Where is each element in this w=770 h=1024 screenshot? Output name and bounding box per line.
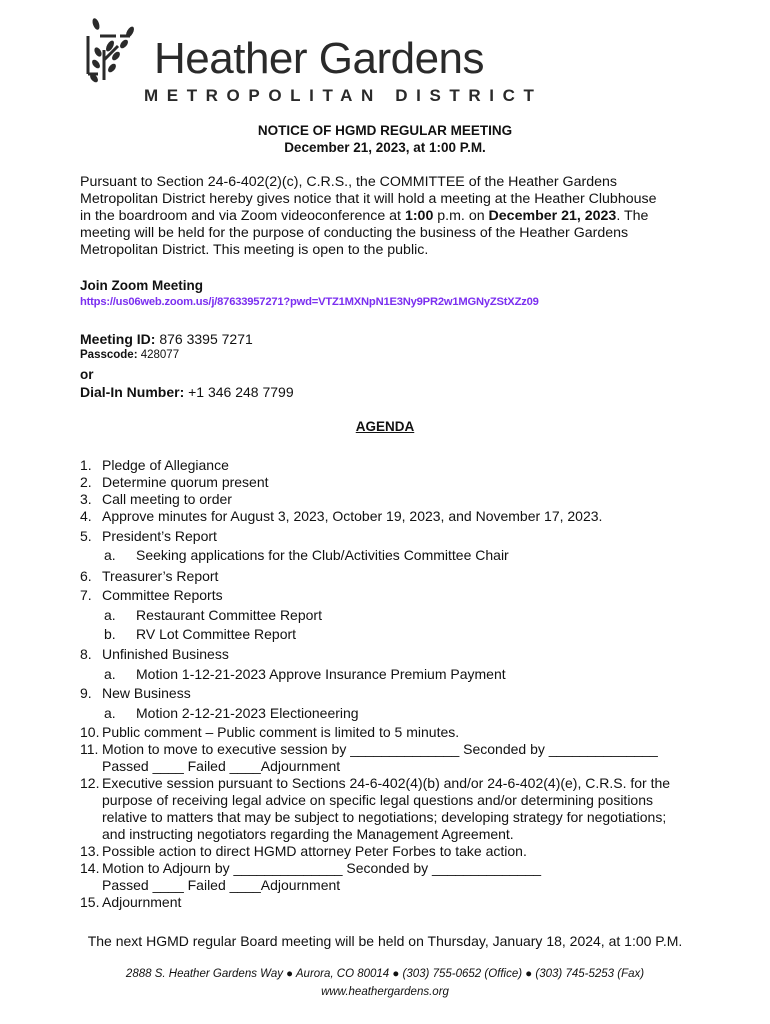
next-meeting-notice: The next HGMD regular Board meeting will be held on Thursday, January 18, 2024, at 1:00 P.M. (87, 933, 683, 949)
agenda-text: Public comment – Public comment is limited to 5 minutes. (102, 724, 460, 740)
agenda-text: Determine quorum present (102, 474, 269, 490)
meeting-date: December 21, 2023 (488, 208, 617, 224)
agenda-text: relative to matters that may be subject to negotiations; developing strategy for negotiations; (102, 809, 667, 825)
agenda-text: President’s Report (102, 528, 217, 544)
agenda-text: Motion to move to executive session by ______________ Seconded by ______________ (102, 741, 658, 757)
intro-line: Metropolitan District. This meeting is open to the public. (80, 242, 429, 258)
agenda-number: 12. (80, 775, 100, 791)
heather-sprig-icon (82, 16, 148, 86)
meeting-time: 1:00 (404, 208, 434, 224)
agenda-number: 14. (80, 860, 100, 876)
agenda-text: Restaurant Committee Report (136, 607, 322, 623)
agenda-number: 10. (80, 724, 100, 740)
agenda-text: Call meeting to order (102, 491, 232, 507)
agenda-letter: a. (104, 705, 116, 721)
agenda-text: RV Lot Committee Report (136, 626, 297, 642)
meeting-id-label: Meeting ID: (80, 331, 156, 347)
agenda-text: Passed ____ Failed ____Adjournment (102, 758, 341, 774)
agenda-number: 9. (80, 685, 92, 701)
agenda-text: Motion 2-12-21-2023 Electioneering (136, 705, 359, 721)
dial-in-label: Dial-In Number: (80, 384, 185, 400)
agenda-text: Passed ____ Failed ____Adjournment (102, 877, 341, 893)
agenda-heading: AGENDA (355, 419, 415, 434)
agenda-number: 13. (80, 843, 100, 859)
notice-title: NOTICE OF HGMD REGULAR MEETING (257, 123, 513, 138)
agenda-number: 7. (80, 587, 92, 603)
agenda-text: Treasurer’s Report (102, 568, 219, 584)
agenda-number: 8. (80, 646, 92, 662)
agenda-number: 11. (80, 741, 99, 757)
passcode-value: 428077 (137, 349, 180, 361)
agenda-text: Committee Reports (102, 587, 223, 603)
agenda-text: Seeking applications for the Club/Activities Committee Chair (136, 547, 509, 563)
intro-line: Pursuant to Section 24-6-402(2)(c), C.R.S., the COMMITTEE of the Heather Gardens (80, 174, 617, 190)
agenda-number: 15. (80, 894, 100, 910)
intro-text: p.m. on (433, 208, 489, 224)
agenda-letter: a. (104, 547, 116, 563)
meeting-id (80, 331, 253, 347)
logo-name: Heather Gardens (154, 34, 485, 83)
agenda-number: 2. (80, 474, 92, 490)
agenda-text: Possible action to direct HGMD attorney Peter Forbes to take action. (102, 843, 527, 859)
dial-in (80, 384, 294, 400)
meeting-id-value: 876 3395 7271 (155, 331, 253, 347)
agenda-number: 6. (80, 568, 92, 584)
intro-text: . The (616, 208, 649, 224)
intro-paragraph (80, 174, 700, 259)
agenda-text: and instructing negotiators regarding the Management Agreement. (102, 826, 514, 842)
zoom-heading: Join Zoom Meeting (80, 278, 203, 293)
agenda-text: New Business (102, 685, 191, 701)
agenda-text: purpose of receiving legal advice on specific legal questions and/or determining positions (102, 792, 653, 808)
agenda-text: Motion to Adjourn by ______________ Seconded by ______________ (102, 860, 542, 876)
intro-line: Metropolitan District hereby gives notice that it will hold a meeting at the Heather Clubhouse (80, 191, 657, 207)
agenda-number: 4. (80, 508, 92, 524)
intro-line (80, 208, 700, 225)
agenda-text: Motion 1-12-21-2023 Approve Insurance Premium Payment (136, 666, 506, 682)
agenda-text: Pledge of Allegiance (102, 457, 229, 473)
dial-in-value: +1 346 248 7799 (184, 384, 294, 400)
agenda-letter: a. (104, 666, 116, 682)
notice-date: December 21, 2023, at 1:00 P.M. (284, 140, 486, 155)
agenda-number: 5. (80, 528, 92, 544)
agenda-number: 3. (80, 491, 92, 507)
intro-line: meeting will be held for the purpose of conducting the business of the Heather Gardens (80, 225, 629, 241)
agenda-number: 1. (80, 457, 92, 473)
footer-website[interactable]: www.heathergardens.org (321, 986, 449, 998)
agenda-letter: a. (104, 607, 116, 623)
intro-text: in the boardroom and via Zoom videoconference at (80, 208, 405, 224)
agenda-text: Executive session pursuant to Sections 24-6-402(4)(b) and/or 24-6-402(4)(e), C.R.S. for the (102, 775, 671, 791)
district-logo (82, 16, 543, 106)
passcode-label: Passcode: (80, 349, 138, 361)
zoom-link[interactable]: https://us06web.zoom.us/j/87633957271?pwd=VTZ1MXNpN1E3Ny9PR2w1MGNyZStXZz09 (80, 296, 539, 308)
agenda-text: Adjournment (102, 894, 182, 910)
or-label: or (80, 367, 94, 382)
passcode (80, 349, 179, 361)
footer-address: 2888 S. Heather Gardens Way ● Aurora, CO 80014 ● (303) 755-0652 (Office) ● (303) 745-5253 (Fax) (125, 968, 645, 980)
logo-subtitle: METROPOLITAN DISTRICT (144, 86, 543, 105)
agenda-letter: b. (104, 626, 116, 642)
agenda-text: Approve minutes for August 3, 2023, October 19, 2023, and November 17, 2023. (102, 508, 603, 524)
agenda-text: Unfinished Business (102, 646, 229, 662)
